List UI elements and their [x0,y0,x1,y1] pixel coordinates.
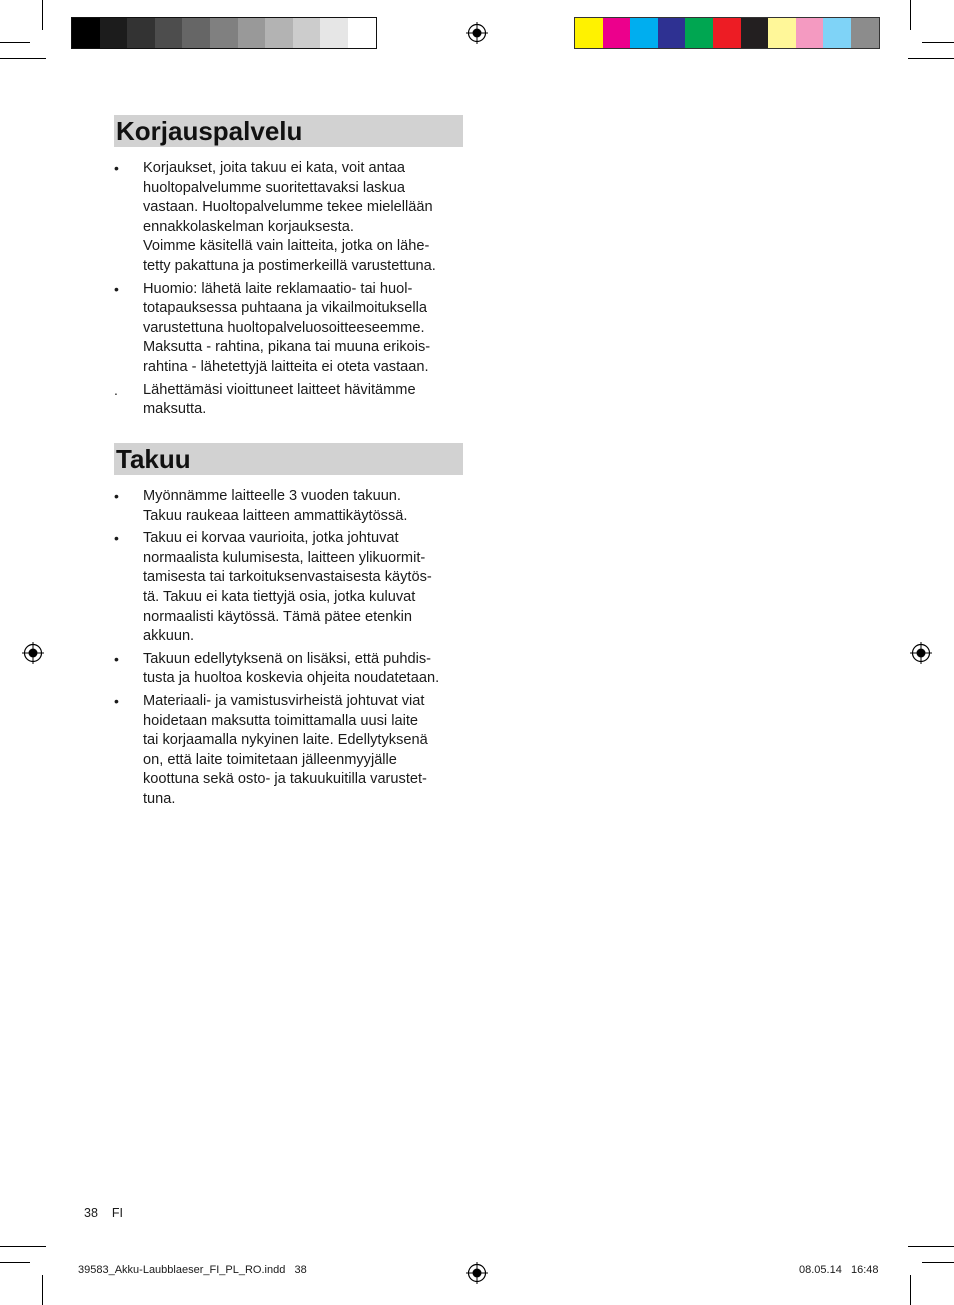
text-line: Maksutta - rahtina, pikana tai muuna erikois- [143,339,431,356]
list-item [114,487,474,526]
list-item [114,159,474,277]
color-swatch [320,18,348,48]
text-line: rahtina - lähetettyjä laitteita ei oteta vastaan. [143,358,429,375]
text-line: varustettuna huoltopalveluosoitteeseemme. [143,319,425,336]
color-swatch [238,18,266,48]
list-item [114,650,474,689]
text-line: tä. Takuu ei kata tiettyjä osia, jotka kuluvat [143,588,416,605]
text-line: maksutta. [143,401,207,418]
text-line: Huomio: lähetä laite reklamaatio- tai huol- [143,280,413,297]
color-swatch [72,18,100,48]
text-line: Takuu raukeaa laitteen ammattikäytössä. [143,507,408,524]
bullet: • [114,280,119,297]
crop-mark [42,1275,43,1305]
color-swatch [293,18,321,48]
color-swatch [210,18,238,48]
bullet: • [114,650,119,667]
color-swatch [265,18,293,48]
slug-date: 08.05.14 16:48 [799,1264,879,1276]
crop-mark [922,42,954,43]
list-item [114,529,474,647]
text-line: tusta ja huoltoa koskevia ohjeita noudatetaan. [143,670,440,687]
color-swatch [741,18,769,48]
page-footer [84,1206,137,1220]
text-line: vastaan. Huoltopalvelumme tekee mielellään [143,199,433,216]
color-swatch [127,18,155,48]
color-swatch [768,18,796,48]
section-heading-takuu: Takuu [114,443,463,475]
bullet: • [114,160,119,176]
text-line: Takuu ei korvaa vaurioita, jotka johtuvat [143,530,399,547]
crop-mark [0,42,30,43]
text-line: tetty pakattuna ja postimerkeillä varustettuna. [143,257,436,274]
color-swatch [823,18,851,48]
color-swatch [630,18,658,48]
list-item [114,280,474,378]
text-line: normaalisti käytössä. Tämä pätee etenkin [143,608,413,625]
page-number: 38 [84,1206,98,1220]
text-line: Voimme käsitellä vain laitteita, jotka on lähe- [143,238,430,255]
text-line: hoidetaan maksutta toimittamalla uusi laite [143,712,418,729]
text-line: Materiaali- ja vamistusvirheistä johtuvat viat [143,692,425,709]
registration-mark-icon [466,22,488,44]
korjauspalvelu-list [114,159,474,423]
color-swatch [575,18,603,48]
color-swatch [182,18,210,48]
color-swatch [851,18,879,48]
color-swatch [155,18,183,48]
section-heading-korjauspalvelu: Korjauspalvelu [114,115,463,147]
bullet: • [114,488,119,504]
crop-mark [0,58,46,59]
crop-mark [908,1246,954,1247]
color-swatch [685,18,713,48]
crop-mark [922,1262,954,1263]
list-item [114,692,474,810]
crop-mark [0,1246,46,1247]
crop-mark [910,0,911,30]
bullet: • [114,530,119,547]
text-line: koottuna sekä osto- ja takuukuitilla varustet- [143,771,427,788]
text-line: akkuun. [143,628,195,645]
crop-mark [42,0,43,30]
text-line: tamisesta tai tarkoituksenvastaisesta käytös- [143,569,432,586]
grayscale-color-bar [71,17,377,49]
text-line: tai korjaamalla nykyinen laite. Edellytyksenä [143,732,428,749]
text-line: Korjaukset, joita takuu ei kata, voit antaa [143,160,406,176]
process-color-bar [574,17,880,49]
bullet: . [114,381,118,398]
text-line: Takuun edellytyksenä on lisäksi, että puhdis- [143,650,431,667]
slug-file-info: 39583_Akku-Laubblaeser_FI_PL_RO.indd 38 [78,1264,307,1276]
color-swatch [658,18,686,48]
registration-mark-icon [910,642,932,664]
text-line: Myönnämme laitteelle 3 vuoden takuun. [143,488,401,504]
registration-mark-icon [466,1262,488,1284]
text-line: on, että laite toimitetaan jälleenmyyjälle [143,751,397,768]
crop-mark [908,58,954,59]
bullet: • [114,692,119,709]
crop-mark [0,1262,30,1263]
color-swatch [713,18,741,48]
color-swatch [796,18,824,48]
color-swatch [100,18,128,48]
text-line: ennakkolaskelman korjauksesta. [143,218,354,235]
list-item [114,381,474,420]
text-line: huoltopalvelumme suoritettavaksi laskua [143,179,406,196]
color-swatch [603,18,631,48]
registration-mark-icon [22,642,44,664]
text-line: tuna. [143,790,176,807]
text-line: Lähettämäsi vioittuneet laitteet hävitämme [143,381,416,398]
text-line: normaalista kulumisesta, laitteen ylikuormit- [143,549,426,566]
takuu-list [114,487,474,813]
text-line: totapauksessa puhtaana ja vikailmoituksella [143,300,427,317]
crop-mark [910,1275,911,1305]
color-swatch [348,18,376,48]
language-code: FI [111,1206,124,1220]
